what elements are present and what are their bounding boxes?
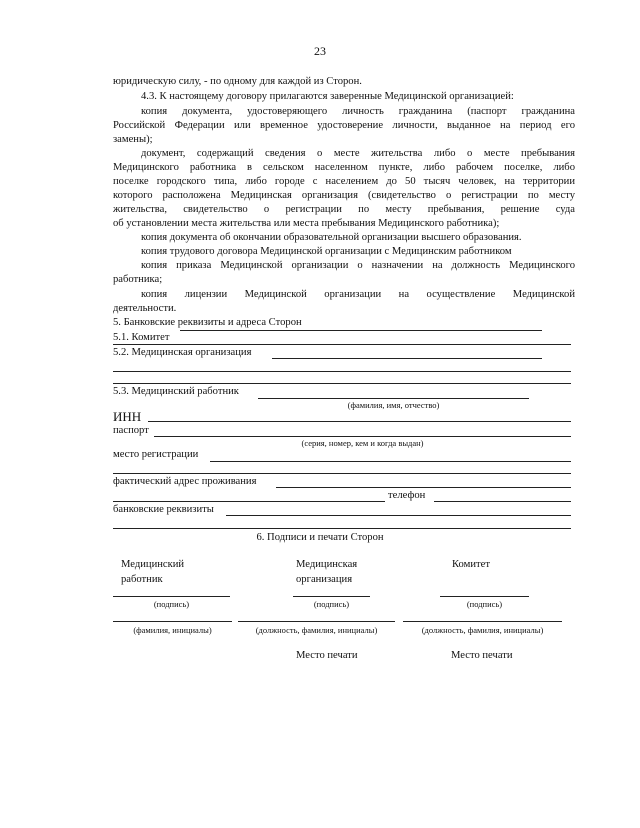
committee-field-line[interactable] — [180, 330, 542, 331]
col3-line1: Комитет — [452, 559, 490, 570]
body-line: копия документа об окончании образовательной организации высшего образования. — [141, 232, 522, 243]
registration-field-line[interactable] — [113, 473, 571, 474]
body-line: об установлении места жительства или места пребывания Медицинского работника); — [113, 218, 500, 229]
col1-line1: Медицинский — [121, 559, 185, 570]
fio-caption: (фамилия, имя, отчество) — [347, 400, 440, 410]
med-org-field-line[interactable] — [113, 371, 571, 372]
name-caption: (фамилия, инициалы) — [133, 625, 212, 635]
registration-label: место регистрации — [113, 449, 199, 460]
stamp-place-committee: Место печати — [451, 650, 513, 661]
body-line: копия документа, удостоверяющего личность гражданина (паспорт гражданина — [141, 106, 575, 117]
signer-med-org — [296, 557, 357, 587]
body-line: копия трудового договора Медицинской организации с Медицинским работником — [141, 246, 512, 257]
actual-address-field-line[interactable] — [276, 487, 571, 488]
name-line-committee[interactable] — [403, 621, 562, 622]
body-line: поселке городского типа, либо городе с населением до 50 тысяч человек, на территории — [113, 176, 575, 187]
signature-caption: (подпись) — [313, 599, 350, 609]
bank-field-line[interactable] — [226, 515, 571, 516]
med-org-label: 5.2. Медицинская организация — [113, 347, 252, 358]
inn-field-line[interactable] — [148, 421, 571, 422]
col1-line2: работник — [121, 574, 163, 585]
bank-field-line[interactable] — [113, 528, 571, 529]
passport-label: паспорт — [113, 425, 149, 436]
body-line: Медицинского работника в сельском населенном пункте, либо рабочем поселке, либо — [113, 162, 575, 173]
name-line-worker[interactable] — [113, 621, 232, 622]
body-line: копия приказа Медицинской организации о назначении на должность Медицинского — [141, 260, 575, 271]
passport-field-line[interactable] — [154, 436, 571, 437]
med-org-field-line[interactable] — [113, 383, 571, 384]
body-line: копия лицензии Медицинской организации на осуществление Медицинской — [141, 289, 575, 300]
body-line: Российской Федерации или временное удостоверение личности, выданное на период его — [113, 120, 575, 131]
section-5-title: 5. Банковские реквизиты и адреса Сторон — [113, 317, 302, 328]
body-line: которого расположена Медицинская организация (свидетельство о регистрации по месту — [113, 190, 575, 201]
body-line: работника; — [113, 274, 163, 285]
page-number: 23 — [314, 44, 326, 58]
passport-caption: (серия, номер, кем и когда выдан) — [301, 438, 424, 448]
col2-line2: организация — [296, 574, 353, 585]
body-line: замены); — [113, 134, 153, 145]
bank-label: банковские реквизиты — [113, 504, 214, 515]
committee-label: 5.1. Комитет — [113, 332, 170, 343]
stamp-place-org: Место печати — [296, 650, 358, 661]
inn-label: ИНН — [113, 409, 142, 424]
body-line: документ, содержащий сведения о месте жительства либо о месте пребывания — [141, 148, 575, 159]
section-6-title: 6. Подписи и печати Сторон — [256, 532, 384, 543]
signature-line-org[interactable] — [293, 596, 370, 597]
signature-caption: (подпись) — [466, 599, 503, 609]
med-org-field-line[interactable] — [272, 358, 542, 359]
actual-address-field-line[interactable] — [113, 501, 385, 502]
clause-4-3: 4.3. К настоящему договору прилагаются заверенные Медицинской организацией: — [141, 91, 514, 102]
actual-address-label: фактический адрес проживания — [113, 476, 257, 487]
signature-caption: (подпись) — [153, 599, 190, 609]
body-line: юридическую силу, - по одному для каждой из Сторон. — [113, 76, 362, 87]
med-worker-label: 5.3. Медицинский работник — [113, 386, 239, 397]
col2-line1: Медицинская — [296, 559, 358, 570]
signature-line-committee[interactable] — [440, 596, 529, 597]
body-line: жительства, свидетельство о регистрации по месту пребывания, решение суда — [113, 204, 575, 215]
phone-field-line[interactable] — [434, 501, 571, 502]
position-name-caption: (должность, фамилия, инициалы) — [255, 625, 378, 635]
name-line-org[interactable] — [238, 621, 395, 622]
med-worker-field-line[interactable] — [258, 398, 529, 399]
position-name-caption: (должность, фамилия, инициалы) — [421, 625, 544, 635]
body-line: деятельности. — [113, 303, 177, 314]
signer-med-worker — [121, 557, 184, 587]
registration-field-line[interactable] — [210, 461, 571, 462]
committee-field-line[interactable] — [113, 344, 571, 345]
signature-line-worker[interactable] — [113, 596, 230, 597]
signer-committee — [452, 557, 490, 572]
phone-label: телефон — [388, 490, 426, 501]
